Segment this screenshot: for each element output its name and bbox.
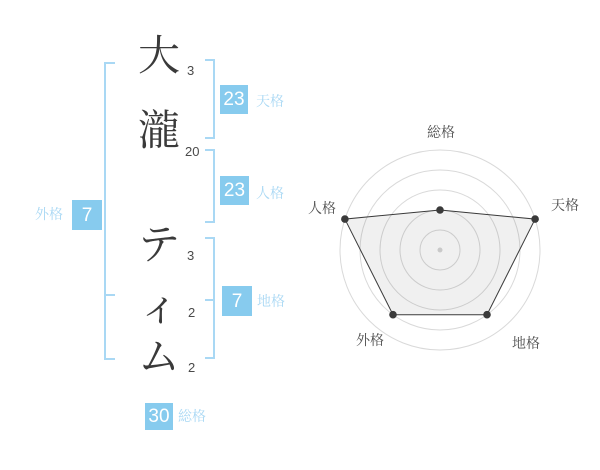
radar-polygon (345, 210, 535, 315)
chikaku-badge: 7 (222, 286, 252, 316)
name-character: ィ (137, 283, 181, 330)
stroke-count: 2 (188, 360, 196, 375)
gaikaku-label: 外格 (35, 206, 63, 222)
jinkaku-badge: 23 (220, 176, 249, 205)
name-character: 大 (137, 32, 181, 79)
radar-axis-label-gaikaku: 外格 (356, 332, 384, 348)
name-character: 瀧 (137, 107, 181, 154)
radar-axis-label-tenkaku: 天格 (551, 197, 579, 213)
tenkaku-badge: 23 (220, 85, 248, 114)
radar-axis-label-soukaku: 総格 (427, 124, 455, 140)
stroke-count: 3 (187, 63, 195, 78)
radar-axis-label-chikaku: 地格 (512, 335, 540, 351)
stroke-count: 20 (185, 144, 200, 159)
name-character: テ (137, 221, 181, 268)
tenkaku-label: 天格 (256, 93, 284, 109)
soukaku-label: 総格 (178, 408, 206, 424)
radar-center-dot (438, 248, 443, 253)
jinkaku-label: 人格 (256, 185, 284, 201)
stroke-count: 3 (187, 248, 195, 263)
stroke-count: 2 (188, 305, 196, 320)
radar-axis-label-jinkaku: 人格 (308, 200, 336, 216)
chikaku-label: 地格 (257, 293, 285, 309)
name-character: ム (137, 333, 181, 380)
gaikaku-badge: 7 (72, 200, 102, 230)
soukaku-badge: 30 (145, 403, 173, 430)
